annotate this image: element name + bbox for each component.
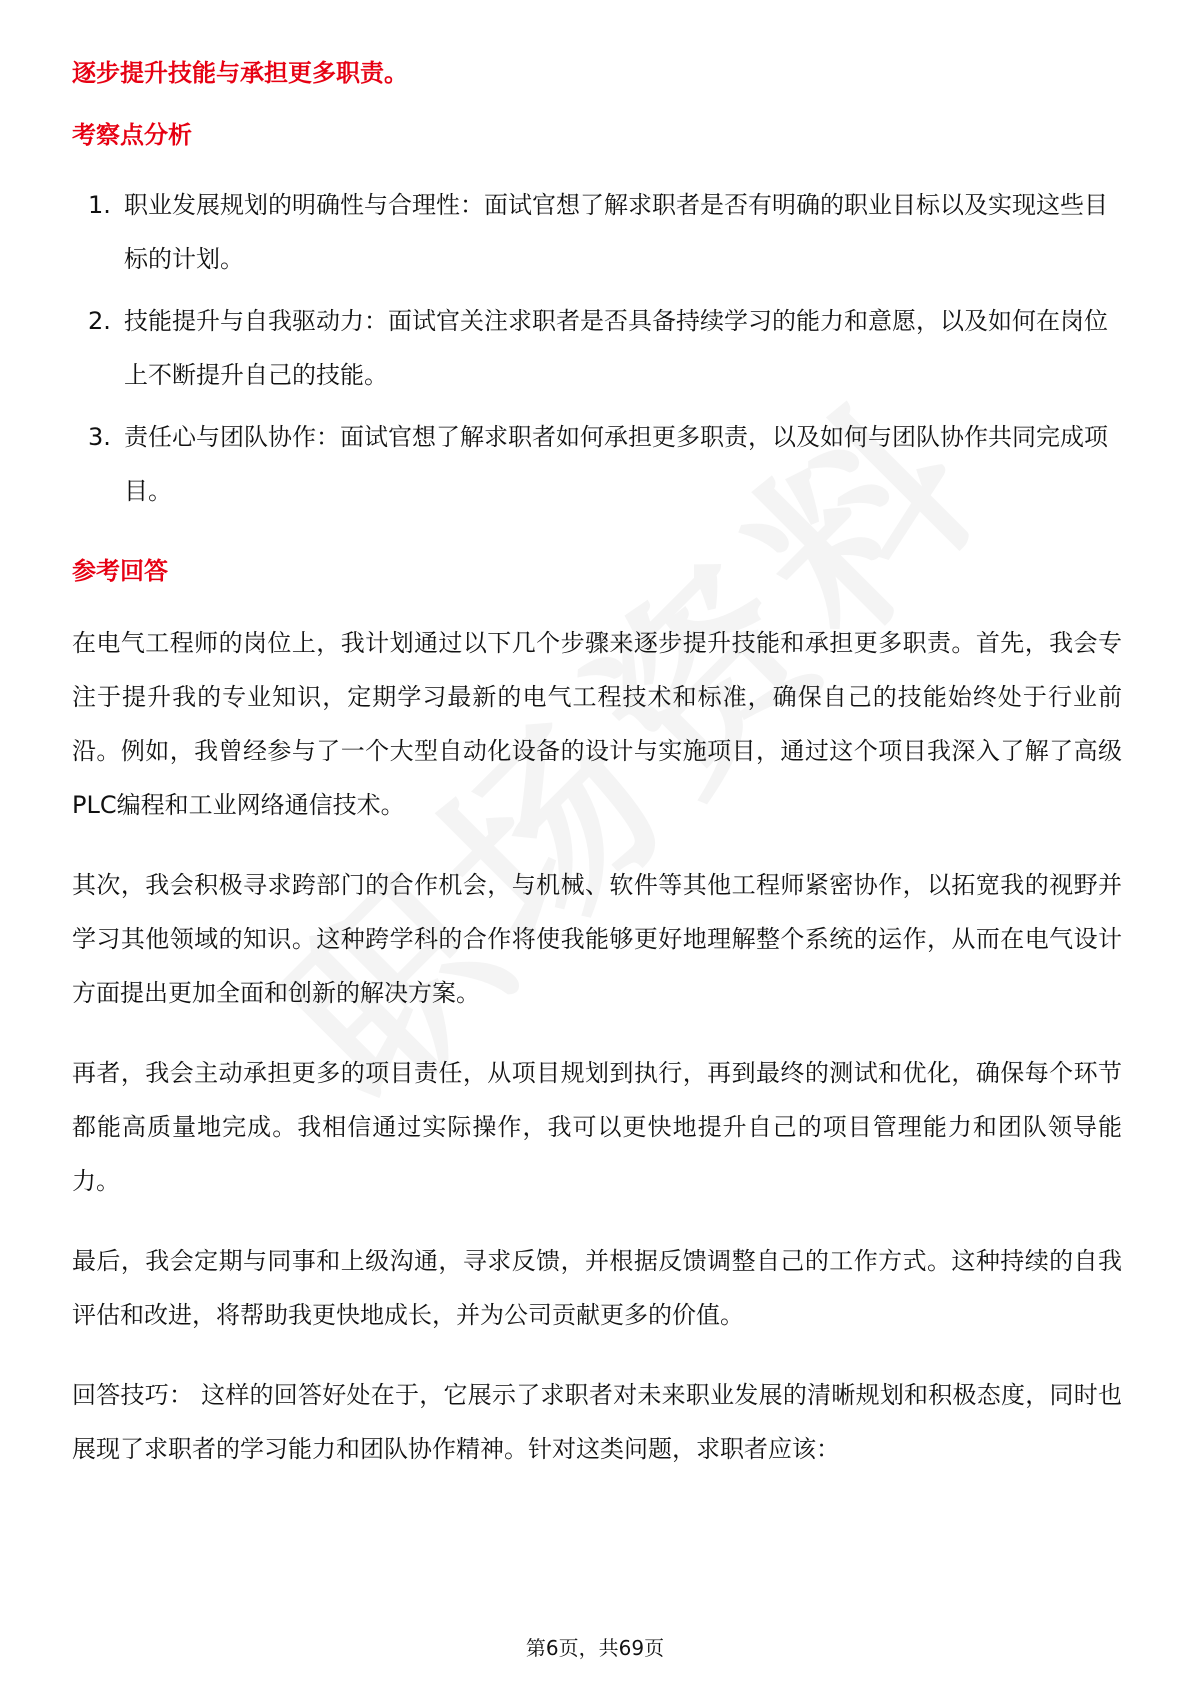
list-item-number: 3. (88, 423, 111, 451)
list-item (72, 410, 1122, 518)
analysis-list (72, 178, 1122, 518)
answer-heading: 参考回答 (72, 557, 168, 585)
page-number: 第6页，共69页 (525, 1636, 665, 1660)
analysis-heading: 考察点分析 (72, 121, 192, 149)
list-item-number: 1. (88, 191, 111, 219)
list-item (72, 294, 1122, 402)
list-item (72, 178, 1122, 286)
list-item-number: 2. (88, 307, 111, 335)
page-content (72, 58, 1122, 1476)
list-item-text: 责任心与团队协作：面试官想了解求职者如何承担更多职责，以及如何与团队协作共同完成项目。 (124, 423, 1108, 505)
list-item-text: 技能提升与自我驱动力：面试官关注求职者是否具备持续学习的能力和意愿，以及如何在岗位上不断提升自己的技能。 (124, 307, 1108, 389)
intro-heading: 逐步提升技能与承担更多职责。 (72, 59, 408, 87)
answer-paragraph: 其次，我会积极寻求跨部门的合作机会，与机械、软件等其他工程师紧密协作，以拓宽我的视野并学习其他领域的知识。这种跨学科的合作将使我能够更好地理解整个系统的运作，从而在电气设计方面提出更加全面和创新的解决方案。 (72, 871, 1122, 1007)
answer-paragraph: 再者，我会主动承担更多的项目责任，从项目规划到执行，再到最终的测试和优化，确保每个环节都能高质量地完成。我相信通过实际操作，我可以更快地提升自己的项目管理能力和团队领导能力。 (72, 1059, 1122, 1195)
answer-paragraph: 在电气工程师的岗位上，我计划通过以下几个步骤来逐步提升技能和承担更多职责。首先，我会专注于提升我的专业知识，定期学习最新的电气工程技术和标准，确保自己的技能始终处于行业前沿。例如，我曾经参与了一个大型自动化设备的设计与实施项目，通过这个项目我深入了解了高级PLC编程和工业网络通信技术。 (72, 629, 1122, 819)
answer-tips-paragraph: 回答技巧： 这样的回答好处在于，它展示了求职者对未来职业发展的清晰规划和积极态度，同时也展现了求职者的学习能力和团队协作精神。针对这类问题，求职者应该： (72, 1381, 1122, 1463)
answer-paragraph: 最后，我会定期与同事和上级沟通，寻求反馈，并根据反馈调整自己的工作方式。这种持续的自我评估和改进，将帮助我更快地成长，并为公司贡献更多的价值。 (72, 1247, 1122, 1329)
list-item-text: 职业发展规划的明确性与合理性：面试官想了解求职者是否有明确的职业目标以及实现这些目标的计划。 (124, 191, 1108, 273)
